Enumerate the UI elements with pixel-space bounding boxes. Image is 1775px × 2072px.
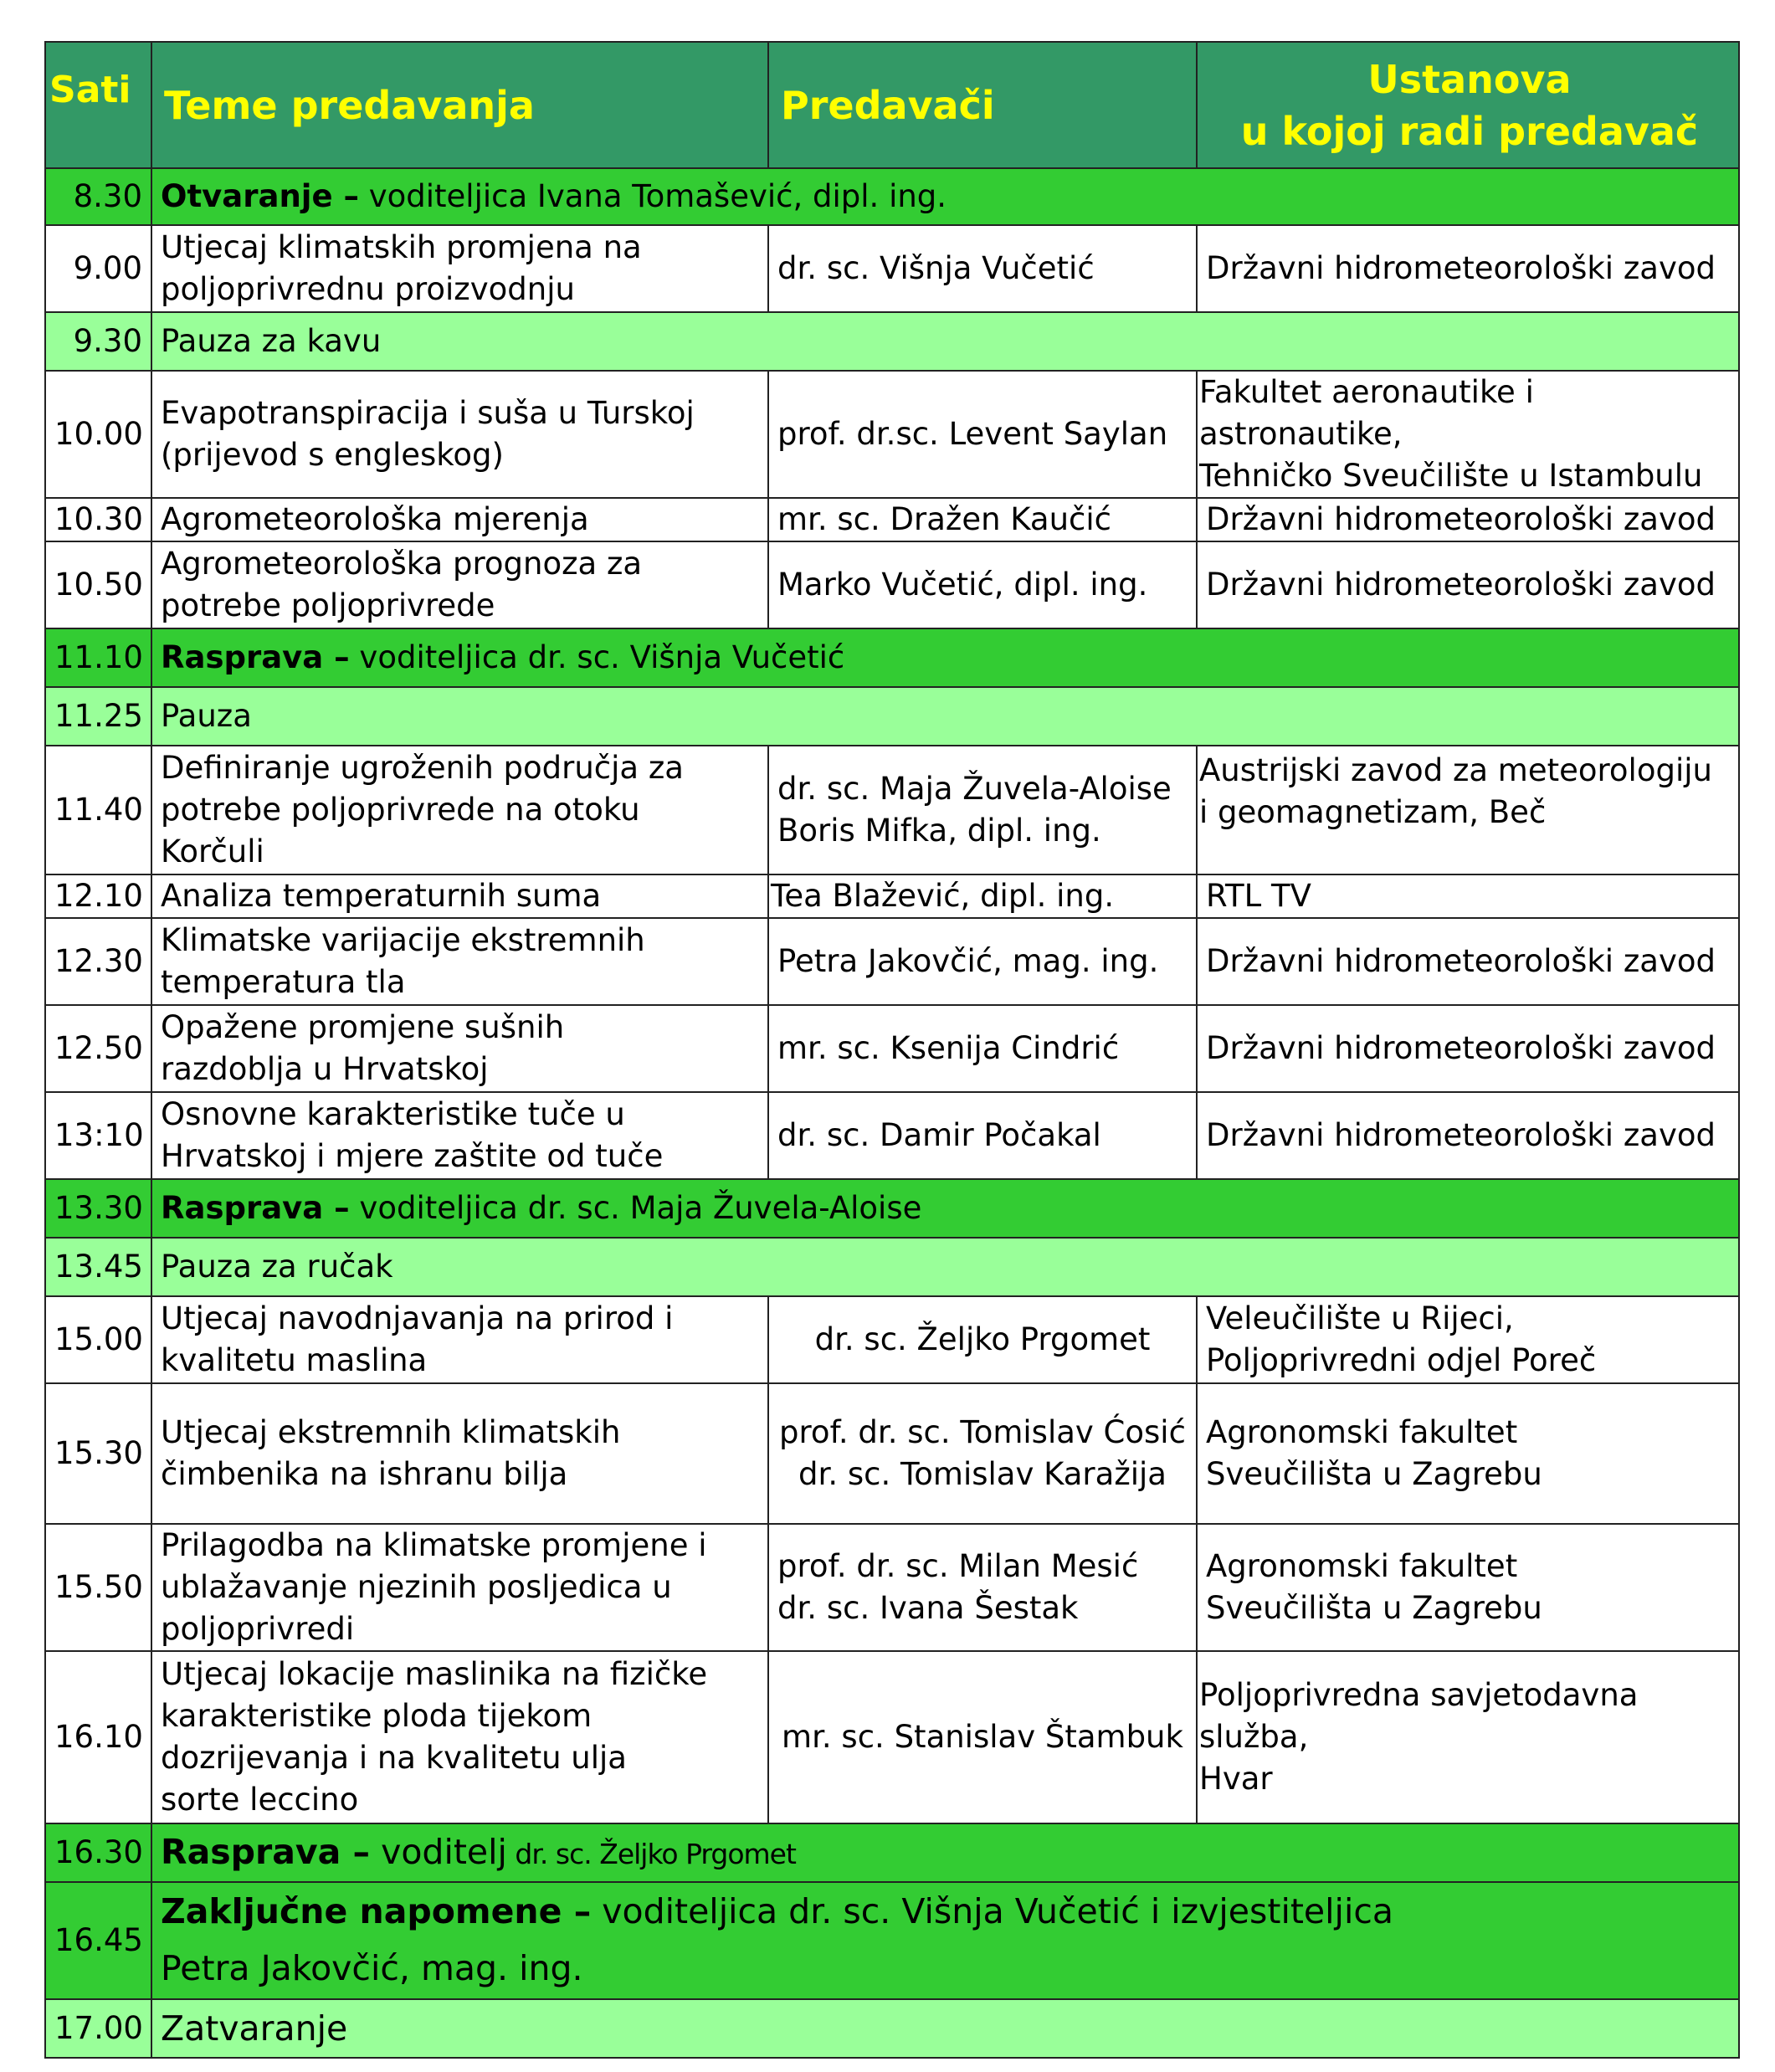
session-moderator-role: voditelj — [370, 1831, 507, 1872]
topic-cell: Utjecaj ekstremnih klimatskih čimbenika na ishranu bilja — [151, 1383, 768, 1524]
topic-cell: Agrometeorološka prognoza za potrebe poljoprivrede — [151, 541, 768, 628]
talk-row — [45, 1651, 1739, 1823]
session-row — [45, 628, 1739, 687]
session-cell — [151, 1823, 1739, 1882]
topic-cell: Analiza temperaturnih suma — [151, 874, 768, 918]
session-reporter: Petra Jakovčić, mag. ing. — [161, 1948, 583, 1988]
program-schedule-table — [44, 41, 1740, 2059]
session-title: Otvaranje – — [161, 178, 359, 214]
session-cell — [151, 168, 1739, 225]
time-cell: 15.50 — [45, 1524, 151, 1651]
session-row — [45, 1882, 1739, 1999]
break-row — [45, 687, 1739, 746]
speaker-cell: prof. dr.sc. Levent Saylan — [768, 371, 1197, 498]
time-cell: 11.10 — [45, 628, 151, 687]
break-row — [45, 312, 1739, 371]
speaker-cell: dr. sc. Maja Žuvela-Aloise Boris Mifka, dipl. ing. — [768, 746, 1197, 874]
talk-row — [45, 874, 1739, 918]
break-label: Zatvaranje — [151, 1999, 1739, 2058]
talk-row — [45, 498, 1739, 541]
topic-cell: Opažene promjene sušnih razdoblja u Hrvatskoj — [151, 1005, 768, 1092]
session-moderator: voditeljica Ivana Tomašević, dipl. ing. — [358, 178, 947, 214]
header-institution: Ustanova u kojoj radi predavač — [1197, 42, 1739, 168]
time-cell: 11.25 — [45, 687, 151, 746]
topic-cell: Klimatske varijacije ekstremnih temperatura tla — [151, 918, 768, 1005]
institution-cell: Austrijski zavod za meteorologiju i geomagnetizam, Beč — [1197, 746, 1739, 874]
header-topic: Teme predavanja — [151, 42, 768, 168]
time-cell: 13.30 — [45, 1179, 151, 1238]
talk-row — [45, 225, 1739, 312]
session-moderator: voditeljica dr. sc. Višnja Vučetić — [349, 639, 845, 675]
session-row — [45, 1823, 1739, 1882]
header-speakers: Predavači — [768, 42, 1197, 168]
institution-cell: Agronomski fakultet Sveučilišta u Zagrebu — [1197, 1383, 1739, 1524]
institution-cell: Državni hidrometeorološki zavod — [1197, 541, 1739, 628]
session-row — [45, 168, 1739, 225]
topic-cell: Evapotranspiracija i suša u Turskoj (prijevod s engleskog) — [151, 371, 768, 498]
talk-row — [45, 1383, 1739, 1524]
talk-row — [45, 541, 1739, 628]
time-cell: 16.45 — [45, 1882, 151, 1999]
time-cell: 9.30 — [45, 312, 151, 371]
topic-cell: Utjecaj navodnjavanja na prirod i kvalitetu maslina — [151, 1296, 768, 1383]
topic-cell: Agrometeorološka mjerenja — [151, 498, 768, 541]
topic-cell: Utjecaj klimatskih promjena na poljoprivrednu proizvodnju — [151, 225, 768, 312]
speaker-cell: prof. dr. sc. Milan Mesić dr. sc. Ivana Šestak — [768, 1524, 1197, 1651]
time-cell: 16.10 — [45, 1651, 151, 1823]
speaker-cell: Tea Blažević, dipl. ing. — [768, 874, 1197, 918]
session-title: Zaključne napomene – — [161, 1891, 592, 1931]
session-moderator-name: dr. sc. Željko Prgomet — [506, 1837, 796, 1870]
time-cell: 15.30 — [45, 1383, 151, 1524]
time-cell: 10.50 — [45, 541, 151, 628]
session-title: Rasprava – — [161, 1190, 350, 1226]
session-title: Rasprava – — [161, 1831, 371, 1872]
header-time: Sati — [45, 42, 151, 168]
institution-cell: Državni hidrometeorološki zavod — [1197, 918, 1739, 1005]
talk-row — [45, 918, 1739, 1005]
break-row — [45, 1999, 1739, 2058]
time-cell: 12.10 — [45, 874, 151, 918]
topic-cell: Definiranje ugroženih područja za potrebe poljoprivrede na otoku Korčuli — [151, 746, 768, 874]
talk-row — [45, 1005, 1739, 1092]
institution-cell: Veleučilište u Rijeci, Poljoprivredni odjel Poreč — [1197, 1296, 1739, 1383]
talk-row — [45, 1524, 1739, 1651]
session-moderator: voditeljica dr. sc. Maja Žuvela-Aloise — [349, 1190, 922, 1226]
institution-cell: Agronomski fakultet Sveučilišta u Zagrebu — [1197, 1524, 1739, 1651]
time-cell: 10.00 — [45, 371, 151, 498]
topic-cell: Utjecaj lokacije maslinika na fizičke karakteristike ploda tijekom dozrijevanja i na kvalitetu ulja sorte leccino — [151, 1651, 768, 1823]
time-cell: 9.00 — [45, 225, 151, 312]
speaker-cell: prof. dr. sc. Tomislav Ćosić dr. sc. Tomislav Karažija — [768, 1383, 1197, 1524]
time-cell: 15.00 — [45, 1296, 151, 1383]
session-cell — [151, 1179, 1739, 1238]
institution-cell: Fakultet aeronautike i astronautike, Tehničko Sveučilište u Istambulu — [1197, 371, 1739, 498]
institution-cell: Državni hidrometeorološki zavod — [1197, 225, 1739, 312]
break-row — [45, 1238, 1739, 1296]
time-cell: 17.00 — [45, 1999, 151, 2058]
talk-row — [45, 371, 1739, 498]
time-cell: 8.30 — [45, 168, 151, 225]
session-title: Rasprava – — [161, 639, 350, 675]
speaker-cell: mr. sc. Dražen Kaučić — [768, 498, 1197, 541]
time-cell: 13.45 — [45, 1238, 151, 1296]
session-cell — [151, 628, 1739, 687]
speaker-cell: dr. sc. Višnja Vučetić — [768, 225, 1197, 312]
time-cell: 12.30 — [45, 918, 151, 1005]
institution-cell: Državni hidrometeorološki zavod — [1197, 498, 1739, 541]
speaker-cell: mr. sc. Ksenija Cindrić — [768, 1005, 1197, 1092]
speaker-cell: dr. sc. Damir Počakal — [768, 1092, 1197, 1179]
speaker-cell: Marko Vučetić, dipl. ing. — [768, 541, 1197, 628]
time-cell: 10.30 — [45, 498, 151, 541]
institution-cell: Državni hidrometeorološki zavod — [1197, 1092, 1739, 1179]
topic-cell: Prilagodba na klimatske promjene i ublažavanje njezinih posljedica u poljoprivredi — [151, 1524, 768, 1651]
institution-cell: Poljoprivredna savjetodavna služba, Hvar — [1197, 1651, 1739, 1823]
time-cell: 16.30 — [45, 1823, 151, 1882]
topic-cell: Osnovne karakteristike tuče u Hrvatskoj i mjere zaštite od tuče — [151, 1092, 768, 1179]
break-label: Pauza za kavu — [151, 312, 1739, 371]
speaker-cell: dr. sc. Željko Prgomet — [768, 1296, 1197, 1383]
speaker-cell: Petra Jakovčić, mag. ing. — [768, 918, 1197, 1005]
break-label: Pauza — [151, 687, 1739, 746]
institution-cell: Državni hidrometeorološki zavod — [1197, 1005, 1739, 1092]
break-label: Pauza za ručak — [151, 1238, 1739, 1296]
session-moderator: voditeljica dr. sc. Višnja Vučetić i izvjestiteljica — [591, 1891, 1393, 1931]
talk-row — [45, 1296, 1739, 1383]
time-cell: 13:10 — [45, 1092, 151, 1179]
time-cell: 12.50 — [45, 1005, 151, 1092]
session-cell — [151, 1882, 1739, 1999]
talk-row — [45, 746, 1739, 874]
speaker-cell: mr. sc. Stanislav Štambuk — [768, 1651, 1197, 1823]
talk-row — [45, 1092, 1739, 1179]
institution-cell: RTL TV — [1197, 874, 1739, 918]
time-cell: 11.40 — [45, 746, 151, 874]
session-row — [45, 1179, 1739, 1238]
header-row — [45, 42, 1739, 168]
